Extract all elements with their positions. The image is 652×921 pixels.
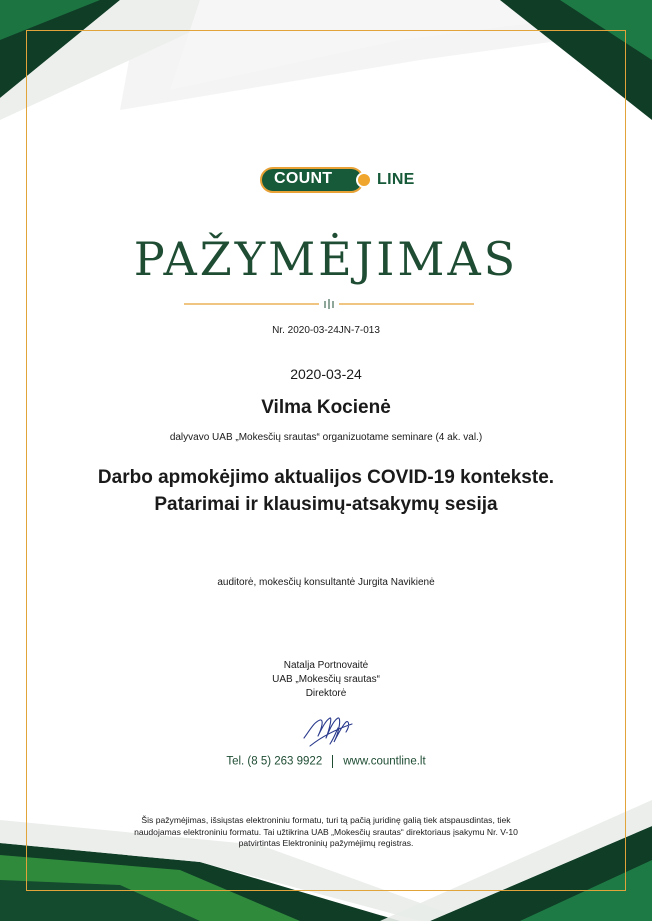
phone-text: Tel. (8 5) 263 9922 [226,755,323,768]
certificate-number: Nr. 2020-03-24JN-7-013 [272,325,380,336]
signatory-company: UAB „Mokesčių srautas“ [272,674,380,685]
countline-logo: COUNT LINE [260,167,414,195]
signature-image [300,708,356,756]
contacts-line [0,755,652,768]
title-divider [184,298,474,310]
seminar-title-line1: Darbo apmokėjimo aktualijos COVID-19 kontekste. [97,467,555,488]
recipient-name: Vilma Kocienė [261,397,391,418]
lecturer-text: auditorė, mokesčių konsultantė Jurgita Navikienė [217,577,435,588]
footer-note: Šis pažymėjimas, išsiųstas elektroniniu formatu, turi tą pačią juridinę galią tiek atspausdintas, tiek naudojamas elektroniniu formatu. Tai užtikrina UAB „Mokesčių srautas“ direktoriaus įsakymu Nr. V-10 patvirtintas Elektroninių pažymėjimų registras. [134,815,518,848]
signatory-name: Natalja Portnovaitė [283,660,369,671]
certificate-date: 2020-03-24 [290,366,362,382]
signatory-position: Direktorė [305,688,347,699]
certificate-title: PAŽYMĖJIMAS [133,232,519,286]
logo-circle-icon [356,172,372,188]
website-link[interactable]: www.countline.lt [343,755,426,768]
contacts-separator [332,755,333,768]
participation-text: dalyvavo UAB „Mokesčių srautas“ organizuotame seminare (4 ak. val.) [169,432,483,443]
seminar-title-line2: Patarimai ir klausimų-atsakymų sesija [154,494,498,515]
